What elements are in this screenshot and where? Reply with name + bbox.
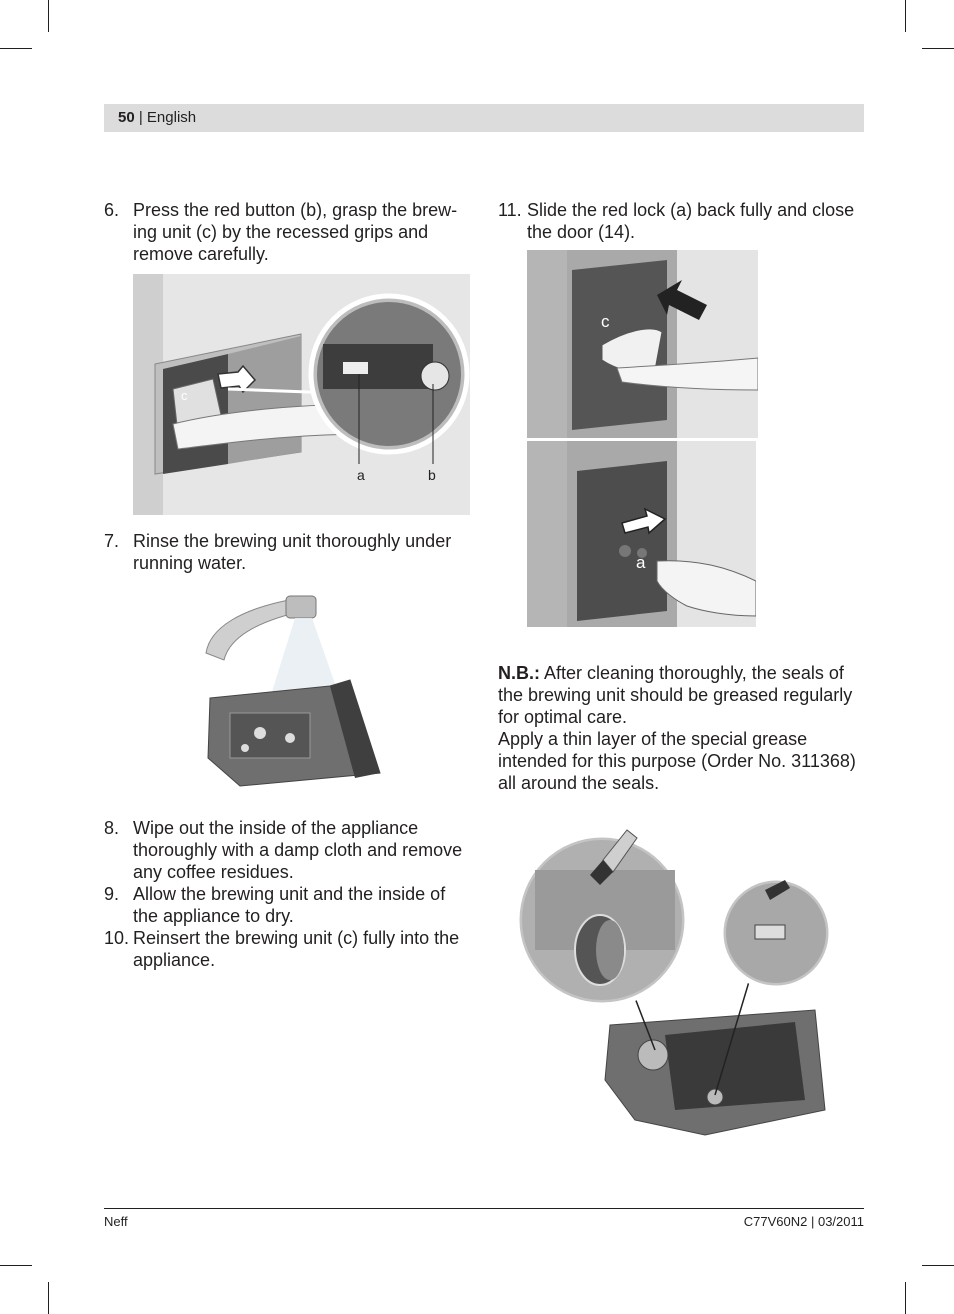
footer-brand: Neff xyxy=(104,1214,128,1229)
header-separator: | xyxy=(134,109,147,126)
note-label: N.B.: xyxy=(498,663,540,683)
crop-mark xyxy=(905,1282,906,1314)
footer-model-date: C77V60N2 | 03/2011 xyxy=(743,1214,864,1229)
figure-label-a: a xyxy=(636,553,646,572)
figure-label-b: b xyxy=(428,467,436,483)
crop-mark xyxy=(922,48,954,49)
figure-insert-brewing-unit xyxy=(527,250,758,438)
figure-grease-seals xyxy=(515,810,855,1140)
page-number: 50 xyxy=(118,109,135,126)
figure-label-c: c xyxy=(181,388,188,403)
note-text-2: Apply a thin layer of the special grease intended for this purpose (Order No. 311368) all around the seals. xyxy=(498,729,856,793)
crop-mark xyxy=(48,1282,49,1314)
crop-mark xyxy=(0,1265,32,1266)
step-text: Rinse the brewing unit thoroughly under running water. xyxy=(133,531,452,573)
figure-remove-brewing-unit xyxy=(133,274,470,515)
step-text: Reinsert the brewing unit (c) fully into the appliance. xyxy=(133,928,460,970)
step-text: Allow the brewing unit and the inside of the appliance to dry. xyxy=(133,884,446,926)
figure-rinse-under-tap xyxy=(200,588,386,788)
step-number: 6. xyxy=(104,200,120,220)
step-number: 7. xyxy=(104,531,120,551)
step-number: 10. xyxy=(104,928,130,948)
note-text-1: After cleaning thoroughly, the seals of the brewing unit should be greased regularly for optimal care. xyxy=(498,663,853,727)
crop-mark xyxy=(0,48,32,49)
figure-slide-red-lock xyxy=(527,441,756,627)
figure-label-c: c xyxy=(601,312,610,331)
figure-label-a: a xyxy=(357,467,365,483)
step-text: Wipe out the inside of the appliance thoroughly with a damp cloth and remove any coffee residues. xyxy=(133,818,463,882)
page-header xyxy=(104,104,864,132)
step-text: Slide the red lock (a) back fully and close the door (14). xyxy=(527,200,855,242)
step-text: Press the red button (b), grasp the brew-ing unit (c) by the recessed grips and remove carefully. xyxy=(133,200,458,264)
crop-mark xyxy=(48,0,49,32)
header-language: English xyxy=(146,109,197,126)
footer-rule xyxy=(104,1208,864,1209)
crop-mark xyxy=(922,1265,954,1266)
step-number: 9. xyxy=(104,884,120,904)
crop-mark xyxy=(905,0,906,32)
step-number: 8. xyxy=(104,818,120,838)
care-note xyxy=(498,662,868,794)
step-number: 11. xyxy=(498,200,522,220)
